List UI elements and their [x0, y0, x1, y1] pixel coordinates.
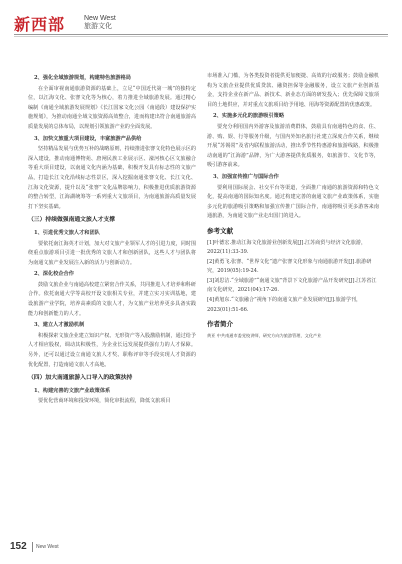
subsection-heading: 2、深化校企合作 [34, 271, 74, 278]
right-column [207, 72, 379, 339]
header-rule-secondary [14, 36, 388, 37]
subsection-heading: 1、引进优秀文旅人才和团队 [34, 229, 100, 236]
reference-item: [3]刘思洁.“全域旅游”“南通文旅”背景下文化旅游产品开发研究[J].江苏省江南文化研究，2021(04):17-26. [207, 277, 377, 294]
subsection-heading: 1、构建完善的文旅产业政策体系 [34, 387, 111, 394]
header-rule [14, 34, 388, 35]
paragraph: 坚持精品发展与优势互补的战略原则，持续推进张謇文化特色展示区的深入建设，推动南通博物苑、唐闸民族工业展示区、濠河核心区文旅融合等重大项目建设，以南通文化内涵为基础，积极开发具有标志性的文旅产品，打造长江文化沿线标志性景区，深入挖掘南通张謇文化、长江文化、江海文化资源，提升以及“张謇”文化品牌影响力，积极推进优质旅游资源的整合转型，江海湖统筹等一系列重大文旅项目，为南通旅游高质量发展打下坚实基础。 [28, 146, 196, 210]
journal-english-name: New West [84, 15, 116, 22]
author-bio: 黄亚 中共南通市委党校讲师，研究方向为旅游管理、文化产业 [207, 332, 322, 338]
subsection-heading: 2、实施多元化的旅游吸引策略 [213, 113, 285, 120]
paragraph: 市场准入门槛，为各类投资者提供更加便捷、高效的行政服务；鼓励金融机构为文旅企业提供优质贷款、融资担保等金融服务，设立文旅产业创新基金，支持企业在新产品、新技术、新业态方面的研发投入；优先保障文旅项目的土地供应，并对重点文旅项目给予用地、用海等资源配置的优惠政策。 [207, 73, 379, 108]
paragraph: 在全面审视南通旅游资源的基础上，立足“中国近代第一城”的独特定位，以江海文化、张謇文化等为核心，着力推进全域旅游发展。通过精心编制《南通全域旅游发展规划》《长江国家文化公园（南通段）建设保护实施规划》，为推动南通全域文旅资源高效整合，进而构建出符合南通旅游高质量发展的总体布局，以规划引领旅游产业的全面发展。 [28, 85, 196, 130]
page-number: 152 [10, 541, 27, 552]
paragraph: 要优化营商环境和投资环境，简化审批流程，降低文旅项目 [38, 398, 171, 405]
journal-logo: 新西部 [14, 15, 66, 34]
reference-item: [2]黄勇飞.张謇、“世界文化”遗产张謇文化形象与南通旅游开发[J].旅游研究，2019(05):19-24. [207, 258, 372, 275]
journal-subtitle [84, 15, 116, 31]
paragraph: 要利用国际展会、社交平台等渠道，全面推广南通的旅游资源和特色文化，提高南通的国际知名度。通过构建完善的南通文旅产业政策体系，实施多元化的旅游吸引策略和加强宣传推广国际合作，南通将吸引更多游客来南通旅游，为南通文旅产业走出国门的进入。 [207, 184, 379, 220]
block-heading: 作者简介 [207, 321, 233, 329]
subsection-heading: 3、加快文旅重大项目建设，丰富旅游产品供给 [34, 135, 142, 142]
block-heading: 参考文献 [207, 227, 233, 235]
page-footer [10, 539, 390, 557]
left-column [28, 72, 196, 407]
paragraph: 积极探索文旅企业建立知识产权、无形资产等入股激励机制，通过给予人才相应股权，调动其积极性，为企业长远发展提供强有力的人才保障。另外，还可以通过设立南通文旅人才奖、职称评审等手段实现人才资源的优化配置，打造南通文旅人才高地。 [28, 332, 196, 368]
section-heading: （四）加大南通旅游入口导入的政策扶持 [28, 375, 133, 382]
paragraph: 要依托南江海英才计划，加大对文旅产业领军人才的引进力度，同时围绕重点旅游项目引进一批优秀的文旅人才和创新团队，这些人才与团队将为南通文旅产业发展注入新的活力与创新动力。 [28, 240, 196, 266]
reference-item: [4]黄旭东.“文旅融合”视角下的南通文旅产业发展研究[J].旅游学刊，2023(01):51-66. [207, 297, 362, 313]
footer-separator [32, 542, 33, 552]
journal-section: 旅游文化 [84, 23, 112, 30]
paragraph: 鼓励文旅企业与南通高校建立紧密合作关系，共同推进人才培养和科研合作。依托南通大学等高校开设文旅相关专业，并建立实习实训基地，建设旅游产业学院，培养高素质的文旅人才，为文旅产业培养更多具备实践能力和创新能力的人才。 [28, 281, 196, 317]
subsection-heading: 3、加强宣传推广与国际合作 [213, 173, 279, 180]
paragraph: 要充分利用国内外游客及旅游消费群体，鼓励具有南通特色的食、住、游、购、娱、行等服务升级，与国内外知名旅行社建立深度合作关系，继续开展“苏锡常”及省内联程旅游活动，推出季节性特惠游和旅游线路，积极推动南通的“江海游”品牌，为广大游客提供优质服务，如旅游节、文化节等，吸引游客前来。 [207, 123, 379, 169]
subsection-heading: 3、建立人才激励机制 [34, 322, 85, 329]
reference-item: [1]叶德宏.推动江海文化旅游业创新发展[J].江苏商贸与经济文化旅游，2022(11):33-39. [207, 239, 367, 256]
subsection-heading: 2、强化全域旅游规划，构建特色旅游格局 [34, 75, 131, 81]
footer-journal-name: New West [36, 544, 59, 550]
section-heading: （三）持续做强南通文旅人才支撑 [28, 217, 115, 224]
